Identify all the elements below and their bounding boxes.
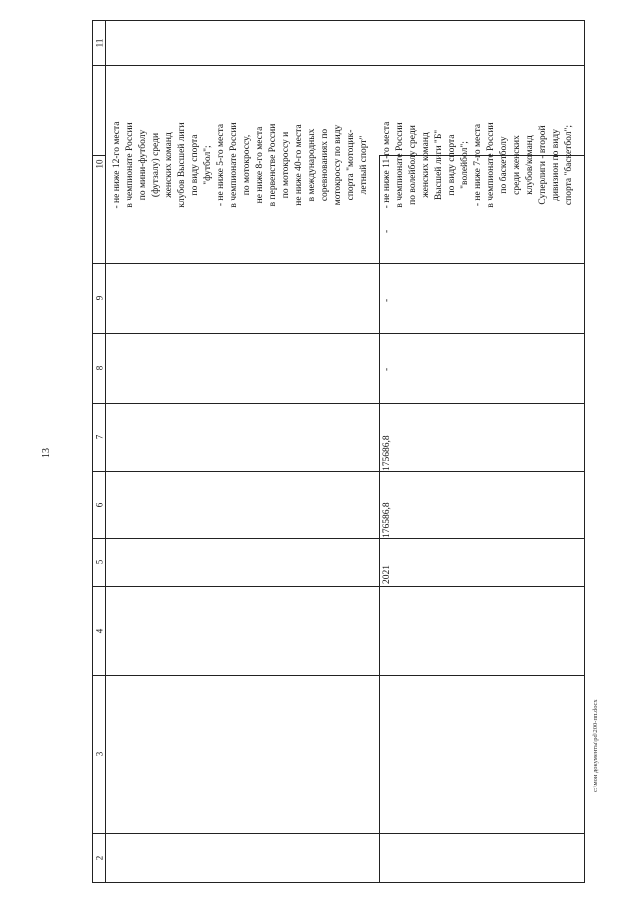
column-boundary	[93, 471, 584, 472]
column-boundary	[93, 403, 584, 404]
text-line: мотокроссу по виду	[333, 124, 343, 206]
column-boundary	[93, 675, 584, 676]
row2-col8: -	[382, 298, 392, 302]
text-line: в первенстве России	[268, 123, 278, 207]
text-line: клубов/команд	[525, 135, 535, 195]
column-header-2: 2	[94, 855, 104, 860]
text-line: (футзалу) среди	[151, 132, 161, 198]
text-line: по мини-футболу	[138, 129, 148, 201]
text-line: не ниже 8-го места	[255, 126, 265, 204]
row2-col7: -	[382, 367, 392, 371]
text-line: - не ниже 5-го места	[216, 123, 226, 207]
column-header-10: 10	[94, 159, 104, 169]
text-line: по виду спорта	[447, 134, 457, 196]
text-line: спорта "мотоцик-	[346, 129, 356, 201]
column-header-3: 3	[94, 751, 104, 757]
text-line: в чемпионате России	[395, 122, 405, 208]
text-line: спорта "баскетбол";	[564, 124, 574, 206]
column-boundary	[93, 833, 584, 834]
text-line: Суперлиги - второй	[538, 125, 548, 205]
row2-col6: 175686,8	[382, 435, 392, 471]
column-boundary	[93, 333, 584, 334]
text-line: в чемпионате России	[125, 122, 135, 208]
row2-col9: -	[382, 229, 392, 233]
text-line: - не ниже 11-го места	[382, 121, 392, 209]
column-boundary	[93, 65, 584, 66]
text-line: Высшей лиги "Б"	[434, 129, 444, 201]
header-column-divider	[105, 21, 106, 882]
text-line: по мотокроссу и	[281, 131, 291, 199]
text-line: не ниже 40-го места	[294, 124, 304, 206]
row2-col5: 176586,8	[382, 502, 392, 538]
column-header-7: 7	[94, 434, 104, 440]
column-header-9: 9	[94, 295, 104, 301]
text-line: дивизион по виду	[551, 129, 561, 201]
column-boundary	[93, 586, 584, 587]
column-header-6: 6	[94, 502, 104, 507]
data-table	[92, 20, 585, 883]
column-header-5: 5	[94, 559, 104, 565]
row2-year: 2021	[382, 565, 392, 584]
text-line: по мотокроссу,	[242, 134, 252, 196]
text-line: клубов Высшей лиги	[177, 122, 187, 208]
text-line: среди женских	[512, 135, 522, 195]
row1-col10-text	[111, 67, 371, 263]
text-line: в международных	[307, 128, 317, 202]
text-line: летный спорт"	[359, 135, 369, 195]
row-divider	[379, 155, 380, 882]
text-line: женских команд	[164, 132, 174, 198]
text-line: женских команд	[421, 132, 431, 198]
footer-file-path: c:\мои документы\pd\200-пп.docx	[592, 699, 599, 792]
column-header-11: 11	[93, 38, 104, 48]
text-line: по виду спорта	[190, 134, 200, 196]
text-line: - не ниже 7-го места	[473, 123, 483, 207]
page-number: 13	[41, 448, 52, 458]
column-header-8: 8	[94, 365, 104, 371]
text-line: "футбол";	[203, 145, 213, 185]
text-line: соревнованиях по	[320, 128, 330, 202]
text-line: по волейболу среди	[408, 125, 418, 205]
row2-col10-text	[381, 67, 576, 263]
text-line: "волейбол";	[460, 141, 470, 189]
text-line: в чемпионате России	[486, 122, 496, 208]
column-boundary	[93, 538, 584, 539]
column-boundary	[93, 263, 584, 264]
text-line: в чемпионате России	[229, 122, 239, 208]
column-header-4: 4	[94, 628, 104, 633]
text-line: - не ниже 12-го места	[112, 121, 122, 209]
text-line: по баскетболу	[499, 136, 509, 194]
